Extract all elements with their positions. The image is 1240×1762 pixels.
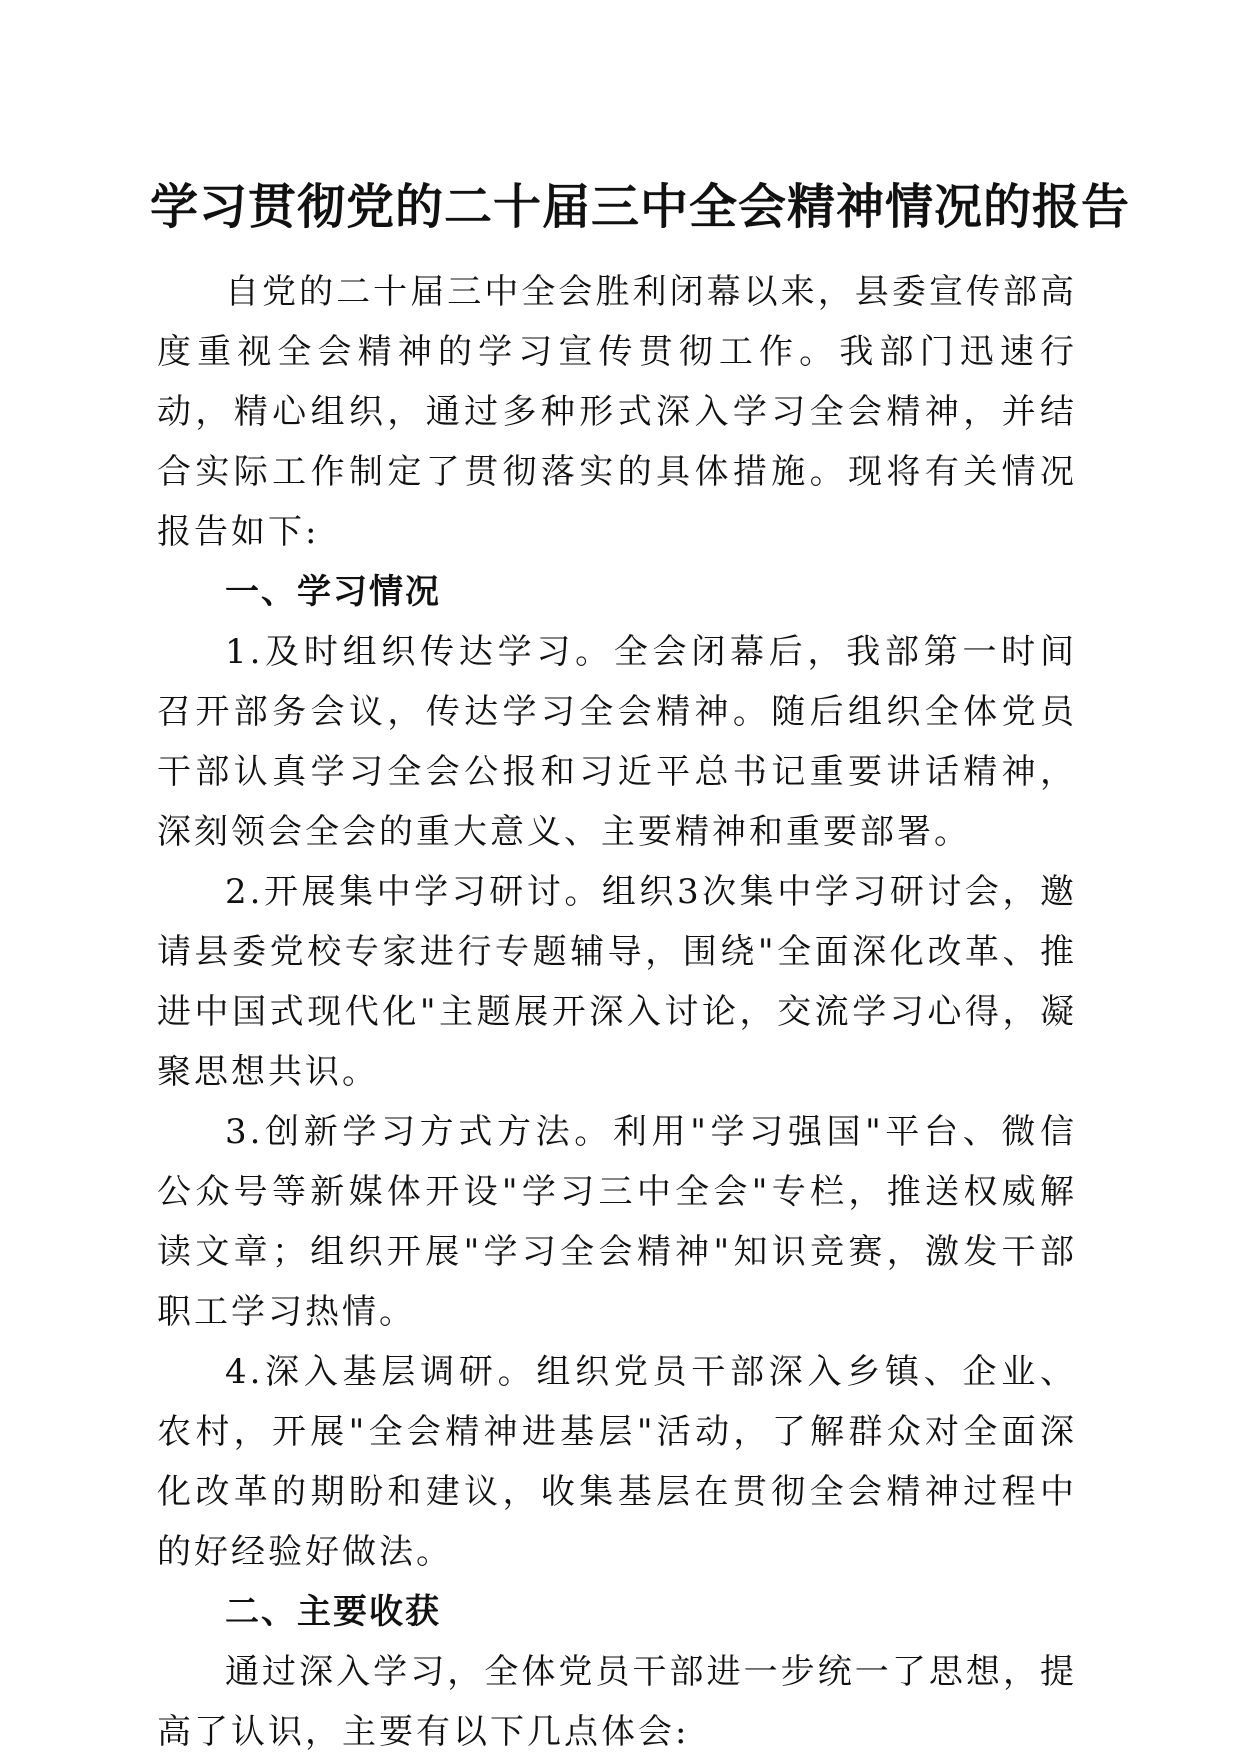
study-item-1: 1.及时组织传达学习。全会闭幕后，我部第一时间召开部务会议，传达学习全会精神。随后组织全体党员干部认真学习全会公报和习近平总书记重要讲话精神，深刻领会全会的重大意义、主要精神和重要部署。	[157, 632, 1077, 852]
intro-paragraph: 自党的二十届三中全会胜利闭幕以来，县委宣传部高度重视全会精神的学习宣传贯彻工作。我部门迅速行动，精心组织，通过多种形式深入学习全会精神，并结合实际工作制定了贯彻落实的具体措施。现将有关情况报告如下:	[157, 272, 1077, 552]
study-item-4: 4.深入基层调研。组织党员干部深入乡镇、企业、农村，开展"全会精神进基层"活动，了解群众对全面深化改革的期盼和建议，收集基层在贯彻全会精神过程中的好经验好做法。	[157, 1352, 1077, 1572]
section-heading-gains: 二、主要收获	[225, 1592, 441, 1632]
gains-intro-paragraph: 通过深入学习，全体党员干部进一步统一了思想，提高了认识，主要有以下几点体会:	[157, 1652, 1077, 1752]
section-heading-study: 一、学习情况	[225, 572, 441, 612]
study-item-3: 3.创新学习方式方法。利用"学习强国"平台、微信公众号等新媒体开设"学习三中全会"专栏，推送权威解读文章；组织开展"学习全会精神"知识竞赛，激发干部职工学习热情。	[157, 1112, 1077, 1332]
document-title: 学习贯彻党的二十届三中全会精神情况的报告	[150, 179, 1131, 235]
document-body	[157, 262, 1077, 1762]
study-item-2: 2.开展集中学习研讨。组织3次集中学习研讨会，邀请县委党校专家进行专题辅导，围绕"全面深化改革、推进中国式现代化"主题展开深入讨论，交流学习心得，凝聚思想共识。	[157, 872, 1077, 1092]
